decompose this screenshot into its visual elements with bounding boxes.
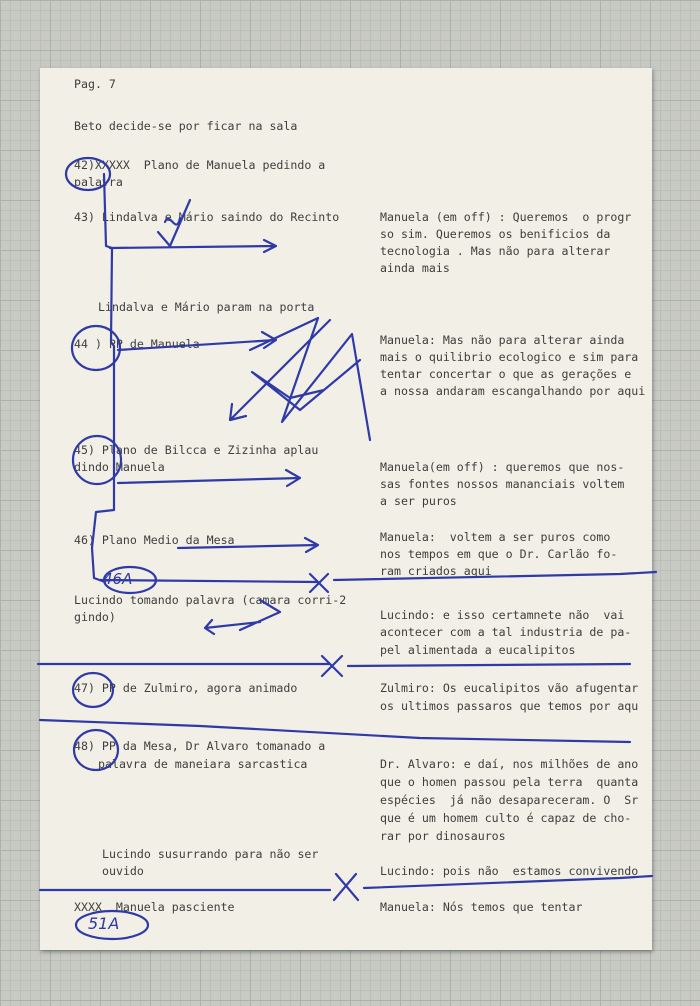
shot-45-line-2: dindo Manuela bbox=[74, 460, 165, 474]
shot-45-line-1: 45) Plano de Bilcca e Zizinha aplau bbox=[74, 443, 319, 457]
dialogue-line: Lucindo: pois não estamos convivendo bbox=[380, 864, 639, 878]
dialogue-line: Manuela(em off) : queremos que nos- bbox=[380, 460, 625, 474]
dialogue-line: sas fontes nossos mananciais voltem bbox=[380, 477, 625, 491]
dialogue-line: so sim. Queremos os benificios da bbox=[380, 227, 611, 241]
shot-49-line-1: Lucindo susurrando para não ser bbox=[102, 847, 319, 861]
shot-42-line-2: palavra bbox=[74, 175, 123, 189]
shot-48-line-1: 48) PP da Mesa, Dr Alvaro tomanado a bbox=[74, 739, 326, 753]
dialogue-line: Lucindo: e isso certamnete não vai bbox=[380, 608, 625, 622]
dialogue-line: os ultimos passaros que temos por aqu bbox=[380, 699, 639, 713]
handwritten-scene-46a: 46A bbox=[103, 570, 133, 588]
dialogue-line: nos tempos em que o Dr. Carlão fo- bbox=[380, 547, 618, 561]
dialogue-line: ainda mais bbox=[380, 261, 450, 275]
dialogue-line: Zulmiro: Os eucalipitos vão afugentar bbox=[380, 681, 639, 695]
shot-51a: XXXX Manuela pasciente bbox=[74, 900, 235, 914]
intro-line: Beto decide-se por ficar na sala bbox=[74, 119, 298, 133]
dialogue-line: acontecer com a tal industria de pa- bbox=[380, 625, 632, 639]
typed-script-page bbox=[40, 68, 652, 950]
dialogue-line: Manuela: voltem a ser puros como bbox=[380, 530, 611, 544]
dialogue-line: Dr. Alvaro: e daí, nos milhões de ano bbox=[380, 757, 639, 771]
dialogue-line: ram criados aqui bbox=[380, 564, 492, 578]
handwritten-scene-51a: 51A bbox=[88, 914, 120, 933]
shot-47: 47) PP de Zulmiro, agora animado bbox=[74, 681, 298, 695]
shot-42-line-1: 42)XXXXX Plano de Manuela pedindo a bbox=[74, 158, 326, 172]
dialogue-line: a nossa andaram escangalhando por aqui bbox=[380, 384, 646, 398]
dialogue-line: Manuela: Nós temos que tentar bbox=[380, 900, 583, 914]
shot-46a-line-1: Lucindo tomando palavra (camara corri-2 bbox=[74, 593, 347, 607]
shot-43-note: Lindalva e Mário param na porta bbox=[98, 300, 315, 314]
dialogue-line: a ser puros bbox=[380, 494, 457, 508]
dialogue-line: que o homen passou pela terra quanta bbox=[380, 775, 639, 789]
dialogue-line: pel alimentada a eucalipitos bbox=[380, 643, 576, 657]
shot-46a-line-2: gindo) bbox=[74, 610, 116, 624]
shot-48-line-2: palavra de maneiara sarcastica bbox=[98, 757, 308, 771]
shot-46: 46) Plano Medio da Mesa bbox=[74, 533, 235, 547]
dialogue-line: espécies já não desapareceram. O Sr bbox=[380, 793, 639, 807]
dialogue-line: que é um homem culto é capaz de cho- bbox=[380, 811, 632, 825]
shot-49-line-2: ouvido bbox=[102, 864, 144, 878]
dialogue-line: tecnologia . Mas não para alterar bbox=[380, 244, 611, 258]
dialogue-line: Manuela: Mas não para alterar ainda bbox=[380, 333, 625, 347]
shot-44: 44 ) PP de Manuela bbox=[74, 337, 200, 351]
page-number: Pag. 7 bbox=[74, 77, 116, 91]
dialogue-line: rar por dinosauros bbox=[380, 829, 506, 843]
dialogue-line: Manuela (em off) : Queremos o progr bbox=[380, 210, 632, 224]
dialogue-line: tentar concertar o que as gerações e bbox=[380, 367, 632, 381]
dialogue-line: mais o quilibrio ecologico e sim para bbox=[380, 350, 639, 364]
shot-43: 43) Lindalva e Mário saindo do Recinto bbox=[74, 210, 340, 224]
